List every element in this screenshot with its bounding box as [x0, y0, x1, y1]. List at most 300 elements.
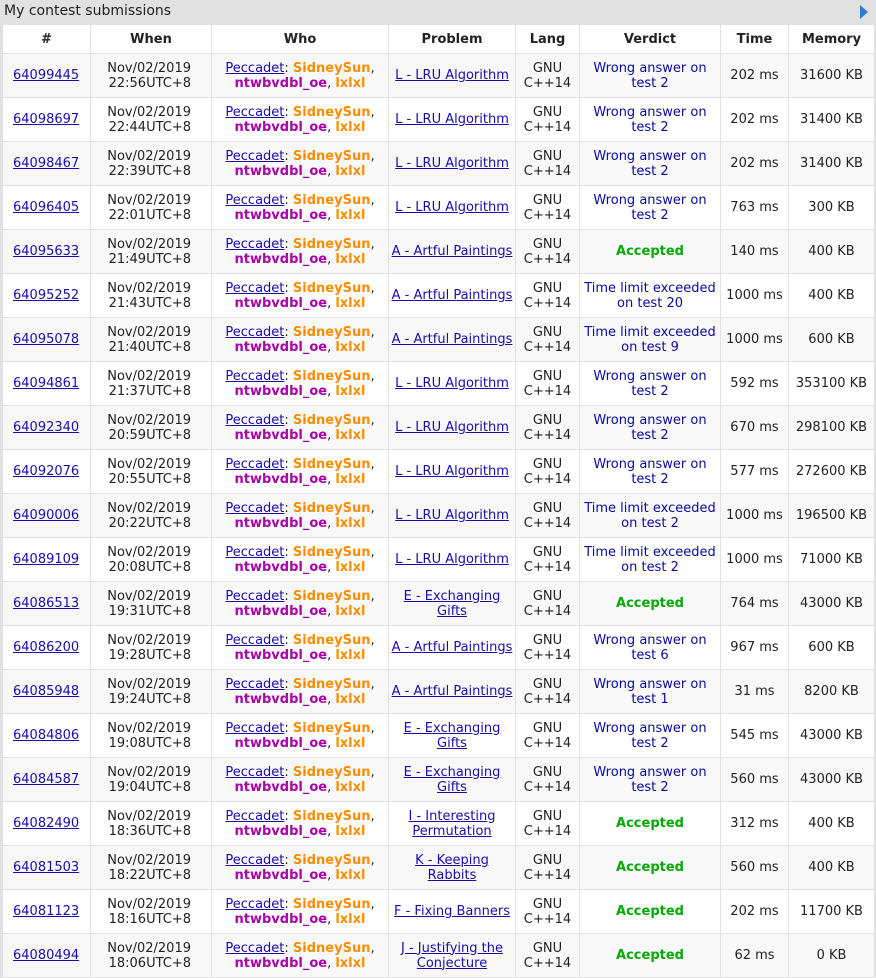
- member-link[interactable]: ntwbvdbl_oe: [234, 515, 328, 531]
- submission-id-cell: [3, 274, 91, 318]
- member-link[interactable]: ntwbvdbl_oe: [234, 735, 328, 751]
- who-cell: Peccadet: SidneySun, ntwbvdbl_oe, lxlxl: [212, 494, 389, 538]
- memory-value: 11700 KB: [800, 904, 863, 919]
- lang-cell: [516, 274, 580, 318]
- submission-time: 19:04: [108, 779, 147, 795]
- lang-version: C++14: [523, 823, 572, 839]
- time-cell: [721, 670, 789, 714]
- submission-id-link[interactable]: 64082490: [13, 816, 80, 831]
- member-link[interactable]: ntwbvdbl_oe: [234, 339, 328, 355]
- submission-id-link[interactable]: 64099445: [13, 68, 80, 83]
- problem-link[interactable]: E - Exchanging Gifts: [403, 764, 501, 795]
- member-link[interactable]: lxlxl: [335, 823, 366, 839]
- lang-name: GNU: [532, 588, 563, 604]
- member-link[interactable]: lxlxl: [335, 251, 366, 267]
- submission-id-link[interactable]: 64085948: [13, 684, 80, 699]
- submission-time: 21:43: [108, 295, 147, 311]
- member-link[interactable]: ntwbvdbl_oe: [234, 295, 328, 311]
- submission-id-cell: [3, 934, 91, 978]
- member-link[interactable]: ntwbvdbl_oe: [234, 867, 328, 883]
- verdict-cell: [580, 890, 721, 934]
- member-link[interactable]: ntwbvdbl_oe: [234, 207, 328, 223]
- memory-cell: [789, 538, 875, 582]
- lang-cell: [516, 98, 580, 142]
- memory-cell: [789, 582, 875, 626]
- member-link[interactable]: SidneySun: [292, 940, 371, 956]
- member-link[interactable]: ntwbvdbl_oe: [234, 471, 328, 487]
- submission-date: Nov/02/2019: [107, 192, 191, 208]
- time-cell: [721, 538, 789, 582]
- lang-name: GNU: [532, 720, 563, 736]
- runtime-value: 312 ms: [730, 816, 779, 831]
- team-link[interactable]: Peccadet: [225, 60, 285, 76]
- lang-cell: [516, 494, 580, 538]
- submission-id-link[interactable]: 64080494: [13, 948, 80, 963]
- verdict-cell: [580, 318, 721, 362]
- time-cell: [721, 54, 789, 98]
- when-cell: [91, 670, 212, 714]
- verdict-cell: [580, 582, 721, 626]
- member-link[interactable]: SidneySun: [292, 104, 371, 120]
- memory-value: 31400 KB: [800, 156, 863, 171]
- submission-id-link[interactable]: 64089109: [13, 552, 80, 567]
- lang-name: GNU: [532, 412, 563, 428]
- memory-cell: [789, 846, 875, 890]
- team-link[interactable]: Peccadet: [225, 148, 285, 164]
- member-link[interactable]: lxlxl: [335, 603, 366, 619]
- lang-name: GNU: [532, 368, 563, 384]
- submission-time: 22:56: [108, 75, 147, 91]
- member-link[interactable]: SidneySun: [292, 192, 371, 208]
- submission-timezone: UTC+8: [146, 647, 191, 663]
- member-link[interactable]: lxlxl: [335, 691, 366, 707]
- submission-date: Nov/02/2019: [107, 104, 191, 120]
- memory-cell: [789, 450, 875, 494]
- team-link[interactable]: Peccadet: [225, 676, 285, 692]
- member-link[interactable]: ntwbvdbl_oe: [234, 955, 328, 971]
- col-header-time: Time: [721, 25, 789, 54]
- member-link[interactable]: ntwbvdbl_oe: [234, 119, 328, 135]
- lang-cell: [516, 890, 580, 934]
- verdict-text: Time limit exceeded on test 2: [584, 544, 716, 575]
- verdict-text: Wrong answer on test 6: [593, 632, 707, 663]
- lang-name: GNU: [532, 940, 563, 956]
- problem-cell: [389, 758, 516, 802]
- verdict-text: Wrong answer on test 2: [593, 368, 707, 399]
- table-row: [3, 230, 875, 274]
- submission-date: Nov/02/2019: [107, 676, 191, 692]
- submission-id-link[interactable]: 64086200: [13, 640, 80, 655]
- submission-id-cell: [3, 758, 91, 802]
- memory-cell: [789, 186, 875, 230]
- problem-link[interactable]: L - LRU Algorithm: [395, 376, 509, 391]
- runtime-value: 545 ms: [730, 728, 779, 743]
- problem-link[interactable]: F - Fixing Banners: [394, 904, 510, 919]
- verdict-cell: [580, 758, 721, 802]
- problem-cell: [389, 582, 516, 626]
- team-link[interactable]: Peccadet: [225, 852, 285, 868]
- lang-version: C++14: [523, 163, 572, 179]
- when-cell: [91, 758, 212, 802]
- member-link[interactable]: ntwbvdbl_oe: [234, 383, 328, 399]
- verdict-text: Accepted: [616, 244, 684, 259]
- submission-timezone: UTC+8: [146, 911, 191, 927]
- submission-timezone: UTC+8: [146, 383, 191, 399]
- verdict-cell: [580, 186, 721, 230]
- time-cell: [721, 450, 789, 494]
- when-cell: [91, 186, 212, 230]
- submission-date: Nov/02/2019: [107, 280, 191, 296]
- member-link[interactable]: lxlxl: [335, 207, 366, 223]
- team-link[interactable]: Peccadet: [225, 412, 285, 428]
- member-link[interactable]: SidneySun: [292, 368, 371, 384]
- when-cell: [91, 318, 212, 362]
- submission-date: Nov/02/2019: [107, 60, 191, 76]
- team-link[interactable]: Peccadet: [225, 280, 285, 296]
- submission-id-link[interactable]: 64081123: [13, 904, 80, 919]
- memory-cell: [789, 98, 875, 142]
- team-link[interactable]: Peccadet: [225, 324, 285, 340]
- problem-cell: [389, 362, 516, 406]
- time-cell: [721, 230, 789, 274]
- table-row: [3, 142, 875, 186]
- lang-cell: [516, 186, 580, 230]
- lang-version: C++14: [523, 251, 572, 267]
- lang-version: C++14: [523, 207, 572, 223]
- memory-value: 31600 KB: [800, 68, 863, 83]
- table-row: [3, 450, 875, 494]
- submission-time: 19:28: [108, 647, 147, 663]
- member-link[interactable]: ntwbvdbl_oe: [234, 823, 328, 839]
- member-link[interactable]: lxlxl: [335, 911, 366, 927]
- member-link[interactable]: SidneySun: [292, 588, 371, 604]
- submission-id-cell: [3, 98, 91, 142]
- problem-cell: [389, 186, 516, 230]
- member-link[interactable]: SidneySun: [292, 324, 371, 340]
- submission-id-link[interactable]: 64084587: [13, 772, 80, 787]
- member-link[interactable]: SidneySun: [292, 236, 371, 252]
- problem-link[interactable]: L - LRU Algorithm: [395, 508, 509, 523]
- member-link[interactable]: ntwbvdbl_oe: [234, 779, 328, 795]
- lang-name: GNU: [532, 280, 563, 296]
- memory-value: 600 KB: [808, 332, 855, 347]
- submission-id-link[interactable]: 64094861: [13, 376, 80, 391]
- member-link[interactable]: SidneySun: [292, 500, 371, 516]
- member-link[interactable]: SidneySun: [292, 720, 371, 736]
- member-link[interactable]: ntwbvdbl_oe: [234, 603, 328, 619]
- memory-value: 600 KB: [808, 640, 855, 655]
- problem-cell: [389, 626, 516, 670]
- verdict-text: Accepted: [616, 596, 684, 611]
- lang-cell: [516, 142, 580, 186]
- member-link[interactable]: ntwbvdbl_oe: [234, 163, 328, 179]
- who-cell: Peccadet: SidneySun, ntwbvdbl_oe, lxlxl: [212, 142, 389, 186]
- time-cell: [721, 714, 789, 758]
- submission-time: 20:08: [108, 559, 147, 575]
- submission-id-link[interactable]: 64096405: [13, 200, 80, 215]
- lang-version: C++14: [523, 955, 572, 971]
- when-cell: [91, 54, 212, 98]
- problem-link[interactable]: L - LRU Algorithm: [395, 552, 509, 567]
- table-row: [3, 758, 875, 802]
- verdict-text: Wrong answer on test 2: [593, 720, 707, 751]
- submission-time: 18:06: [108, 955, 147, 971]
- problem-link[interactable]: A - Artful Paintings: [391, 244, 513, 259]
- lang-cell: [516, 54, 580, 98]
- problem-cell: [389, 538, 516, 582]
- problem-cell: [389, 934, 516, 978]
- member-link[interactable]: lxlxl: [335, 163, 366, 179]
- problem-link[interactable]: L - LRU Algorithm: [395, 68, 509, 83]
- problem-cell: [389, 450, 516, 494]
- submission-date: Nov/02/2019: [107, 456, 191, 472]
- team-link[interactable]: Peccadet: [225, 764, 285, 780]
- submission-timezone: UTC+8: [146, 471, 191, 487]
- member-link[interactable]: lxlxl: [335, 295, 366, 311]
- problem-link[interactable]: E - Exchanging Gifts: [403, 720, 501, 751]
- time-cell: [721, 846, 789, 890]
- team-link[interactable]: Peccadet: [225, 192, 285, 208]
- submission-id-link[interactable]: 64095252: [13, 288, 80, 303]
- memory-value: 400 KB: [808, 816, 855, 831]
- submission-id-cell: [3, 582, 91, 626]
- member-link[interactable]: lxlxl: [335, 779, 366, 795]
- who-cell: Peccadet: SidneySun, ntwbvdbl_oe, lxlxl: [212, 230, 389, 274]
- submission-id-link[interactable]: 64092076: [13, 464, 80, 479]
- submission-id-link[interactable]: 64092340: [13, 420, 80, 435]
- problem-cell: [389, 714, 516, 758]
- problem-cell: [389, 494, 516, 538]
- team-link[interactable]: Peccadet: [225, 456, 285, 472]
- runtime-value: 764 ms: [730, 596, 779, 611]
- submission-id-cell: [3, 802, 91, 846]
- member-link[interactable]: ntwbvdbl_oe: [234, 75, 328, 91]
- member-link[interactable]: lxlxl: [335, 955, 366, 971]
- submission-id-link[interactable]: 64086513: [13, 596, 80, 611]
- submission-id-link[interactable]: 64095633: [13, 244, 80, 259]
- lang-version: C++14: [523, 515, 572, 531]
- col-header-lang: Lang: [516, 25, 580, 54]
- lang-name: GNU: [532, 808, 563, 824]
- problem-link[interactable]: L - LRU Algorithm: [395, 200, 509, 215]
- problem-link[interactable]: E - Exchanging Gifts: [403, 588, 501, 619]
- submission-id-link[interactable]: 64090006: [13, 508, 80, 523]
- when-cell: [91, 802, 212, 846]
- problem-link[interactable]: L - LRU Algorithm: [395, 464, 509, 479]
- member-link[interactable]: SidneySun: [292, 808, 371, 824]
- member-link[interactable]: SidneySun: [292, 764, 371, 780]
- member-link[interactable]: SidneySun: [292, 280, 371, 296]
- time-cell: [721, 890, 789, 934]
- lang-name: GNU: [532, 60, 563, 76]
- lang-cell: [516, 538, 580, 582]
- member-link[interactable]: SidneySun: [292, 60, 371, 76]
- memory-value: 400 KB: [808, 860, 855, 875]
- problem-link[interactable]: L - LRU Algorithm: [395, 420, 509, 435]
- col-header-who: Who: [212, 25, 389, 54]
- memory-cell: [789, 802, 875, 846]
- runtime-value: 1000 ms: [726, 508, 783, 523]
- who-cell: Peccadet: SidneySun, ntwbvdbl_oe, lxlxl: [212, 98, 389, 142]
- member-link[interactable]: lxlxl: [335, 471, 366, 487]
- who-cell: Peccadet: SidneySun, ntwbvdbl_oe, lxlxl: [212, 54, 389, 98]
- member-link[interactable]: SidneySun: [292, 632, 371, 648]
- problem-link[interactable]: K - Keeping Rabbits: [415, 852, 489, 883]
- runtime-value: 560 ms: [730, 860, 779, 875]
- team-link[interactable]: Peccadet: [225, 940, 285, 956]
- lang-version: C++14: [523, 427, 572, 443]
- member-link[interactable]: lxlxl: [335, 383, 366, 399]
- submission-id-cell: [3, 406, 91, 450]
- team-link[interactable]: Peccadet: [225, 632, 285, 648]
- member-link[interactable]: lxlxl: [335, 119, 366, 135]
- submission-id-cell: [3, 54, 91, 98]
- lang-cell: [516, 230, 580, 274]
- member-link[interactable]: ntwbvdbl_oe: [234, 911, 328, 927]
- problem-link[interactable]: A - Artful Paintings: [391, 640, 513, 655]
- lang-cell: [516, 318, 580, 362]
- problem-cell: [389, 846, 516, 890]
- problem-link[interactable]: J - Justifying the Conjecture: [401, 940, 503, 971]
- team-link[interactable]: Peccadet: [225, 808, 285, 824]
- when-cell: [91, 714, 212, 758]
- when-cell: [91, 494, 212, 538]
- problem-link[interactable]: L - LRU Algorithm: [395, 156, 509, 171]
- lang-cell: [516, 846, 580, 890]
- member-link[interactable]: lxlxl: [335, 735, 366, 751]
- memory-value: 298100 KB: [795, 420, 868, 435]
- memory-value: 400 KB: [808, 288, 855, 303]
- when-cell: [91, 230, 212, 274]
- submission-time: 20:55: [108, 471, 147, 487]
- lang-version: C++14: [523, 603, 572, 619]
- when-cell: [91, 406, 212, 450]
- submission-id-cell: [3, 450, 91, 494]
- submission-timezone: UTC+8: [146, 515, 191, 531]
- who-cell: Peccadet: SidneySun, ntwbvdbl_oe, lxlxl: [212, 538, 389, 582]
- member-link[interactable]: lxlxl: [335, 427, 366, 443]
- submission-id-cell: [3, 494, 91, 538]
- member-link[interactable]: SidneySun: [292, 148, 371, 164]
- problem-link[interactable]: A - Artful Paintings: [391, 684, 513, 699]
- submission-date: Nov/02/2019: [107, 896, 191, 912]
- runtime-value: 763 ms: [730, 200, 779, 215]
- member-link[interactable]: SidneySun: [292, 676, 371, 692]
- member-link[interactable]: lxlxl: [335, 75, 366, 91]
- lang-cell: [516, 582, 580, 626]
- member-link[interactable]: SidneySun: [292, 852, 371, 868]
- who-cell: Peccadet: SidneySun, ntwbvdbl_oe, lxlxl: [212, 186, 389, 230]
- table-row: [3, 362, 875, 406]
- lang-name: GNU: [532, 236, 563, 252]
- submission-timezone: UTC+8: [146, 427, 191, 443]
- verdict-text: Wrong answer on test 2: [593, 412, 707, 443]
- submission-id-link[interactable]: 64095078: [13, 332, 80, 347]
- team-link[interactable]: Peccadet: [225, 896, 285, 912]
- lang-version: C++14: [523, 119, 572, 135]
- team-link[interactable]: Peccadet: [225, 544, 285, 560]
- table-row: [3, 318, 875, 362]
- member-link[interactable]: lxlxl: [335, 339, 366, 355]
- member-link[interactable]: SidneySun: [292, 456, 371, 472]
- submission-id-link[interactable]: 64084806: [13, 728, 80, 743]
- time-cell: [721, 142, 789, 186]
- table-row: [3, 186, 875, 230]
- member-link[interactable]: lxlxl: [335, 867, 366, 883]
- member-link[interactable]: SidneySun: [292, 896, 371, 912]
- time-cell: [721, 934, 789, 978]
- member-link[interactable]: ntwbvdbl_oe: [234, 559, 328, 575]
- problem-link[interactable]: I - Interesting Permutation: [408, 808, 496, 839]
- submission-date: Nov/02/2019: [107, 500, 191, 516]
- who-cell: Peccadet: SidneySun, ntwbvdbl_oe, lxlxl: [212, 890, 389, 934]
- team-link[interactable]: Peccadet: [225, 500, 285, 516]
- runtime-value: 62 ms: [734, 948, 775, 963]
- when-cell: [91, 362, 212, 406]
- when-cell: [91, 538, 212, 582]
- verdict-text: Wrong answer on test 1: [593, 676, 707, 707]
- submission-id-link[interactable]: 64098697: [13, 112, 80, 127]
- member-link[interactable]: lxlxl: [335, 515, 366, 531]
- member-link[interactable]: ntwbvdbl_oe: [234, 251, 328, 267]
- problem-cell: [389, 406, 516, 450]
- submission-time: 21:40: [108, 339, 147, 355]
- member-link[interactable]: ntwbvdbl_oe: [234, 427, 328, 443]
- problem-link[interactable]: L - LRU Algorithm: [395, 112, 509, 127]
- time-cell: [721, 406, 789, 450]
- team-link[interactable]: Peccadet: [225, 104, 285, 120]
- team-link[interactable]: Peccadet: [225, 236, 285, 252]
- lang-name: GNU: [532, 148, 563, 164]
- problem-link[interactable]: A - Artful Paintings: [391, 332, 513, 347]
- time-cell: [721, 494, 789, 538]
- submission-time: 21:49: [108, 251, 147, 267]
- verdict-cell: [580, 230, 721, 274]
- team-link[interactable]: Peccadet: [225, 588, 285, 604]
- table-row: [3, 274, 875, 318]
- submission-id-cell: [3, 890, 91, 934]
- runtime-value: 577 ms: [730, 464, 779, 479]
- team-link[interactable]: Peccadet: [225, 368, 285, 384]
- verdict-cell: [580, 450, 721, 494]
- member-link[interactable]: lxlxl: [335, 559, 366, 575]
- team-link[interactable]: Peccadet: [225, 720, 285, 736]
- submission-id-link[interactable]: 64081503: [13, 860, 80, 875]
- memory-value: 0 KB: [816, 948, 847, 963]
- member-link[interactable]: ntwbvdbl_oe: [234, 647, 328, 663]
- who-cell: Peccadet: SidneySun, ntwbvdbl_oe, lxlxl: [212, 846, 389, 890]
- panel-title: My contest submissions: [4, 3, 172, 19]
- verdict-cell: [580, 802, 721, 846]
- verdict-cell: [580, 934, 721, 978]
- submission-timezone: UTC+8: [146, 119, 191, 135]
- member-link[interactable]: ntwbvdbl_oe: [234, 691, 328, 707]
- submission-timezone: UTC+8: [146, 339, 191, 355]
- lang-version: C++14: [523, 295, 572, 311]
- member-link[interactable]: lxlxl: [335, 647, 366, 663]
- member-link[interactable]: SidneySun: [292, 412, 371, 428]
- problem-link[interactable]: A - Artful Paintings: [391, 288, 513, 303]
- verdict-text: Wrong answer on test 2: [593, 456, 707, 487]
- submission-id-link[interactable]: 64098467: [13, 156, 80, 171]
- member-link[interactable]: SidneySun: [292, 544, 371, 560]
- submission-timezone: UTC+8: [146, 75, 191, 91]
- triangle-right-icon[interactable]: [860, 5, 868, 19]
- lang-cell: [516, 362, 580, 406]
- memory-value: 196500 KB: [795, 508, 868, 523]
- memory-value: 31400 KB: [800, 112, 863, 127]
- lang-name: GNU: [532, 104, 563, 120]
